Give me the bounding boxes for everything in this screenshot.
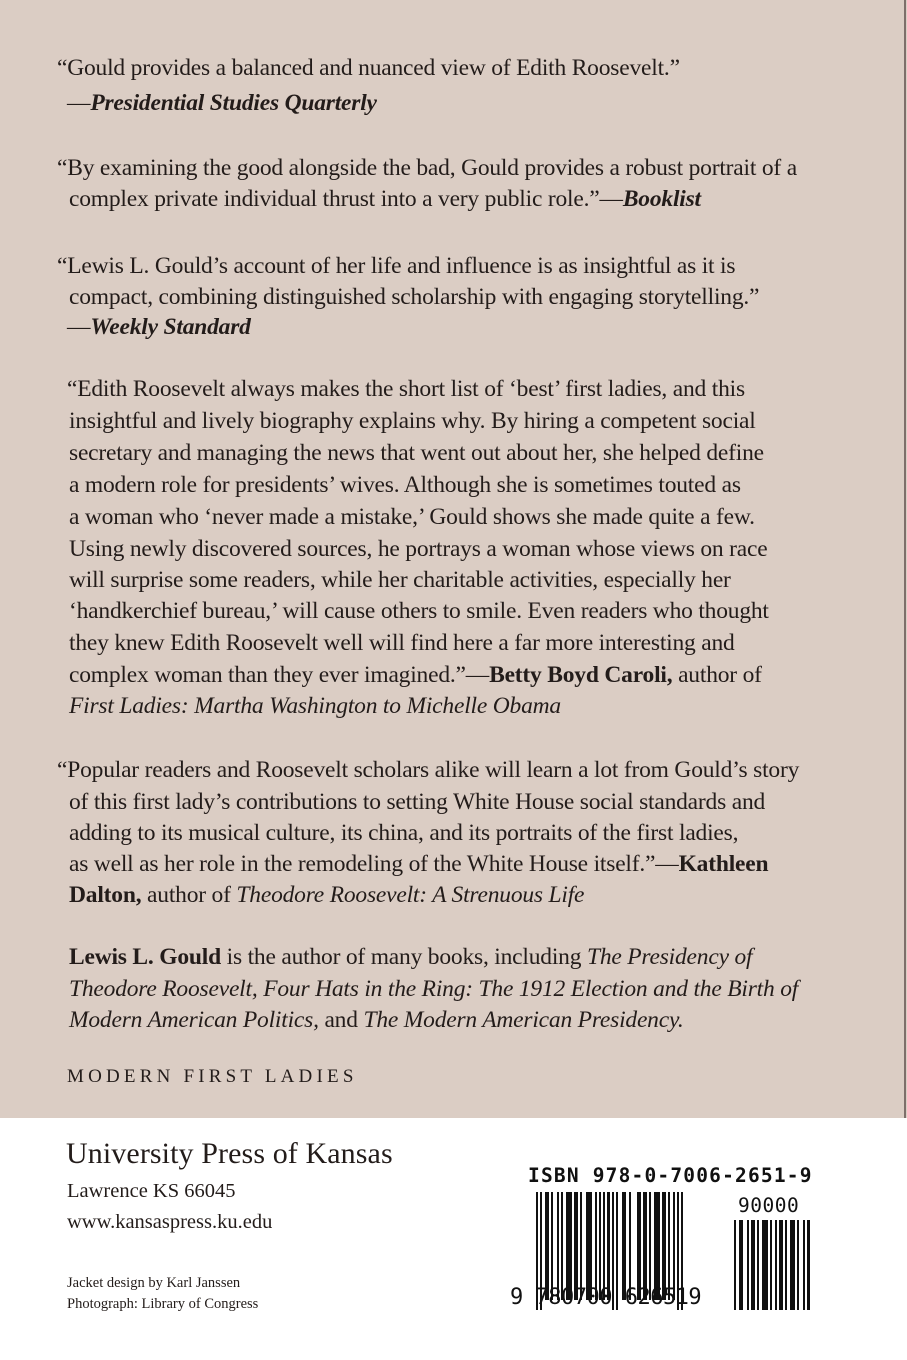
blurb-book-title: Theodore Roosevelt: A Strenuous Life bbox=[236, 882, 585, 908]
blurb-quote-line: they knew Edith Roosevelt well will find here a far more interesting and bbox=[69, 630, 735, 656]
addon-bars bbox=[734, 1220, 810, 1310]
blurb-author-suffix: author of bbox=[672, 662, 762, 688]
author-name: Lewis L. Gould bbox=[69, 944, 221, 970]
jacket-design-credit: Jacket design by Karl Janssen bbox=[67, 1275, 241, 1291]
publisher-address: Lawrence KS 66045 bbox=[67, 1180, 236, 1202]
bio-line bbox=[69, 1005, 684, 1035]
blurb-quote-line bbox=[69, 184, 701, 214]
blurb-quote-line: of this first lady’s contributions to setting White House social standards and bbox=[69, 789, 766, 815]
blurb-quote-line: “Gould provides a balanced and nuanced view of Edith Roosevelt.” bbox=[57, 55, 680, 81]
blurb-quote-text: complex private individual thrust into a very public role.”— bbox=[69, 186, 623, 212]
blurb-quote-line: Using newly discovered sources, he portrays a woman whose views on race bbox=[69, 536, 768, 562]
blurb-author: Dalton, bbox=[69, 882, 142, 908]
blurb-quote-line bbox=[69, 849, 768, 879]
bio-line bbox=[69, 974, 798, 1004]
bio-text: is the author of many books, including bbox=[220, 944, 587, 970]
em-dash: — bbox=[67, 314, 91, 340]
blurb-quote-line bbox=[69, 880, 584, 910]
blurb-attribution bbox=[67, 312, 251, 342]
bio-book-title: The Modern American Presidency. bbox=[363, 1007, 684, 1033]
blurb-quote-line: adding to its musical culture, its china, and its portraits of the first ladies, bbox=[69, 820, 739, 846]
barcode-addon-code: 90000 bbox=[738, 1194, 800, 1217]
blurb-quote-line: insightful and lively biography explains why. By hiring a competent social bbox=[69, 408, 756, 434]
blurb-quote-line: will surprise some readers, while her charitable activities, especially her bbox=[69, 567, 731, 593]
blurb-quote-line: a woman who ‘never made a mistake,’ Gould shows she made quite a few. bbox=[69, 504, 755, 530]
isbn-barcode bbox=[510, 1160, 820, 1320]
blurb-source: Presidential Studies Quarterly bbox=[90, 90, 377, 116]
blurb-quote-line: “Popular readers and Roosevelt scholars alike will learn a lot from Gould’s story bbox=[57, 757, 800, 783]
publisher-website: www.kansaspress.ku.edu bbox=[67, 1211, 273, 1233]
blurb-quote-line bbox=[69, 660, 762, 690]
ean-digits: 9 780700 626519 bbox=[510, 1285, 702, 1310]
blurb-quote-line: “Lewis L. Gould’s account of her life and influence is as insightful as it is bbox=[57, 253, 736, 279]
blurb-book-title: First Ladies: Martha Washington to Michelle Obama bbox=[69, 693, 561, 719]
bio-book-title: Modern American Politics, bbox=[69, 1007, 319, 1033]
blurb-quote-line: secretary and managing the news that went out about her, she helped define bbox=[69, 440, 764, 466]
blurb-quote-line: a modern role for presidents’ wives. Although she is sometimes touted as bbox=[69, 472, 741, 498]
blurb-author: Betty Boyd Caroli, bbox=[489, 662, 673, 688]
blurb-source: Weekly Standard bbox=[90, 314, 251, 340]
blurb-author-suffix: author of bbox=[141, 882, 237, 908]
blurb-author: Kathleen bbox=[678, 851, 769, 877]
blurb-quote-line: compact, combining distinguished scholarship with engaging storytelling.” bbox=[69, 284, 760, 310]
blurb-quote-line: “By examining the good alongside the bad, Gould provides a robust portrait of a bbox=[57, 155, 797, 181]
bio-book-title: Theodore Roosevelt, bbox=[69, 976, 258, 1002]
bio-line bbox=[69, 942, 752, 972]
blurb-source: Booklist bbox=[622, 186, 701, 212]
blurb-quote-text: complex woman than they ever imagined.”— bbox=[69, 662, 490, 688]
isbn-label: ISBN 978-0-7006-2651-9 bbox=[528, 1164, 813, 1187]
bio-book-title: Four Hats in the Ring: The 1912 Election and the Birth of bbox=[257, 976, 799, 1002]
publisher-name: University Press of Kansas bbox=[66, 1137, 393, 1170]
blurb-quote-line: ‘handkerchief bureau,’ will cause others to smile. Even readers who thought bbox=[69, 598, 769, 624]
cover-edge-line bbox=[904, 0, 906, 1118]
bio-book-title: The Presidency of bbox=[586, 944, 753, 970]
em-dash: — bbox=[67, 90, 91, 116]
bio-text: and bbox=[318, 1007, 364, 1033]
blurb-attribution bbox=[67, 88, 377, 118]
photograph-credit: Photograph: Library of Congress bbox=[67, 1296, 259, 1312]
series-name: MODERN FIRST LADIES bbox=[67, 1066, 358, 1087]
blurb-quote-text: as well as her role in the remodeling of the White House itself.”— bbox=[69, 851, 679, 877]
blurb-quote-line: “Edith Roosevelt always makes the short list of ‘best’ first ladies, and this bbox=[67, 376, 745, 402]
